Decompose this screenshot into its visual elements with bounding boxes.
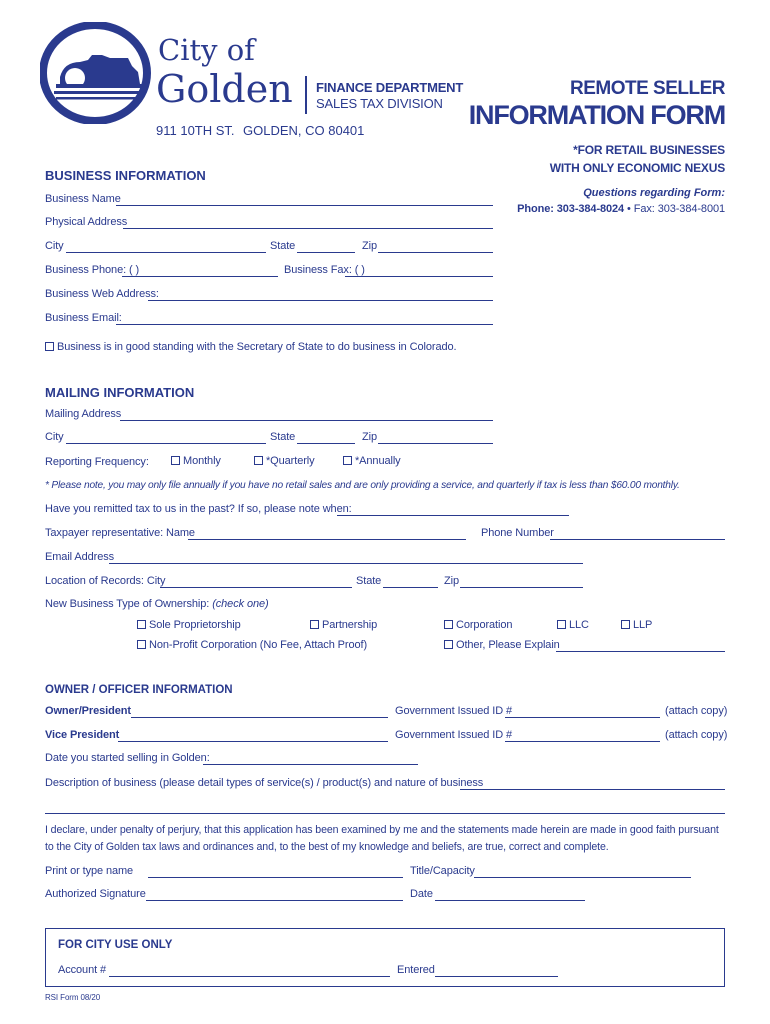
description-label: Description of business (please detail types of service(s) / product(s) and nature of business: [45, 777, 484, 789]
vice-president-label: Vice President: [45, 729, 120, 741]
remitted-label: Have you remitted tax to us in the past? If so, please note when:: [45, 503, 352, 515]
llp-checkbox[interactable]: [621, 620, 630, 629]
mailing-address-label: Mailing Address: [45, 408, 122, 420]
title-capacity-label: Title/Capacity: [410, 865, 475, 877]
good-standing-checkbox-row[interactable]: [45, 341, 456, 353]
city-name-line1: City of: [158, 33, 255, 67]
mailing-state-field[interactable]: [297, 443, 355, 444]
account-label: Account #: [58, 964, 107, 976]
llp-label: LLP: [633, 619, 653, 631]
records-city-field[interactable]: [160, 587, 352, 588]
signature-date-field[interactable]: [435, 900, 585, 901]
business-state-label: State: [270, 240, 296, 252]
business-web-label: Business Web Address:: [45, 288, 159, 300]
president-id-label: Government Issued ID #: [395, 705, 513, 717]
vice-id-label: Government Issued ID #: [395, 729, 513, 741]
department-name: FINANCE DEPARTMENT: [316, 80, 464, 95]
form-title-main: INFORMATION FORM: [468, 100, 725, 130]
description-field[interactable]: [460, 789, 725, 790]
mailing-section-heading: MAILING INFORMATION: [45, 385, 195, 400]
fax-number: • Fax: 303-384-8001: [624, 203, 725, 215]
business-phone-field[interactable]: [122, 276, 278, 277]
corporation-checkbox[interactable]: [444, 620, 453, 629]
sole-label: Sole Proprietorship: [149, 619, 241, 631]
ownership-sole-option[interactable]: [137, 619, 241, 631]
vice-attach-label: (attach copy): [665, 729, 728, 741]
city-street-address: 911 10TH ST.: [156, 123, 235, 138]
ownership-other-option[interactable]: [444, 639, 560, 651]
date-started-field[interactable]: [203, 764, 418, 765]
remitted-field[interactable]: [337, 515, 569, 516]
email-address-label: Email Address: [45, 551, 115, 563]
entered-field[interactable]: [435, 976, 558, 977]
description-field-2[interactable]: [45, 813, 725, 814]
mailing-zip-field[interactable]: [378, 443, 493, 444]
mailing-city-label: City: [45, 431, 64, 443]
business-zip-field[interactable]: [378, 252, 493, 253]
president-label: Owner/President: [45, 705, 131, 717]
frequency-monthly-option[interactable]: [171, 455, 221, 467]
business-fax-label: Business Fax: ( ): [284, 264, 365, 276]
mailing-city-field[interactable]: [66, 443, 266, 444]
form-note-line2: WITH ONLY ECONOMIC NEXUS: [549, 161, 725, 175]
ownership-llc-option[interactable]: [557, 619, 589, 631]
city-use-heading: FOR CITY USE ONLY: [58, 939, 173, 951]
good-standing-label: Business is in good standing with the Secretary of State to do business in Colorado.: [57, 341, 457, 353]
frequency-annually-option[interactable]: [343, 455, 401, 467]
business-city-label: City: [45, 240, 64, 252]
annually-checkbox[interactable]: [343, 456, 352, 465]
partnership-label: Partnership: [322, 619, 378, 631]
business-section-heading: BUSINESS INFORMATION: [45, 168, 206, 183]
entered-label: Entered: [397, 964, 435, 976]
vice-id-field[interactable]: [505, 741, 660, 742]
corporation-label: Corporation: [456, 619, 513, 631]
reporting-frequency-label: Reporting Frequency:: [45, 456, 149, 468]
quarterly-checkbox[interactable]: [254, 456, 263, 465]
business-name-label: Business Name: [45, 193, 121, 205]
vice-president-field[interactable]: [118, 741, 388, 742]
business-email-field[interactable]: [116, 324, 493, 325]
questions-label: Questions regarding Form:: [583, 187, 725, 199]
header-divider: [305, 76, 307, 114]
quarterly-label: *Quarterly: [266, 455, 315, 467]
ownership-hint: (check one): [212, 598, 269, 610]
rep-name-label: Taxpayer representative: Name: [45, 527, 195, 539]
rep-phone-field[interactable]: [550, 539, 725, 540]
ownership-llp-option[interactable]: [621, 619, 652, 631]
president-field[interactable]: [131, 717, 388, 718]
other-checkbox[interactable]: [444, 640, 453, 649]
account-field[interactable]: [109, 976, 390, 977]
business-fax-field[interactable]: [345, 276, 493, 277]
records-city-label: Location of Records: City: [45, 575, 166, 587]
ownership-partnership-option[interactable]: [310, 619, 377, 631]
signature-date-label: Date: [410, 888, 433, 900]
monthly-label: Monthly: [183, 455, 221, 467]
print-name-field[interactable]: [148, 877, 403, 878]
rep-name-field[interactable]: [188, 539, 466, 540]
mailing-address-field[interactable]: [120, 420, 493, 421]
phone-number: Phone: 303-384-8024: [517, 203, 625, 215]
business-email-label: Business Email:: [45, 312, 122, 324]
other-label: Other, Please Explain: [456, 639, 560, 651]
title-capacity-field[interactable]: [474, 877, 691, 878]
ownership-nonprofit-option[interactable]: [137, 639, 367, 651]
nonprofit-checkbox[interactable]: [137, 640, 146, 649]
other-explain-field[interactable]: [556, 651, 725, 652]
business-city-field[interactable]: [66, 252, 266, 253]
physical-address-label: Physical Address: [45, 216, 128, 228]
partnership-checkbox[interactable]: [310, 620, 319, 629]
records-zip-label: Zip: [444, 575, 459, 587]
email-address-field[interactable]: [109, 563, 583, 564]
city-name-line2: Golden: [156, 67, 293, 111]
declaration-line1: I declare, under penalty of perjury, that this application has been examined by me and the statements made herein are made in good faith pursuant: [45, 824, 719, 836]
frequency-quarterly-option[interactable]: [254, 455, 315, 467]
rep-phone-label: Phone Number: [481, 527, 554, 539]
nonprofit-label: Non-Profit Corporation (No Fee, Attach Proof): [149, 639, 368, 651]
business-name-field[interactable]: [116, 205, 493, 206]
contact-line: [517, 203, 725, 215]
llc-label: LLC: [569, 619, 589, 631]
city-zip-address: GOLDEN, CO 80401: [243, 123, 365, 138]
date-started-label: Date you started selling in Golden:: [45, 752, 210, 764]
business-zip-label: Zip: [362, 240, 377, 252]
city-use-box: [45, 928, 725, 987]
signature-field[interactable]: [146, 900, 403, 901]
monthly-checkbox[interactable]: [171, 456, 180, 465]
filing-note: * Please note, you may only file annually if you have no retail sales and are only providing a service, and quarterly if tax is less than $60.00 monthly.: [45, 480, 680, 491]
ownership-label-row: [45, 598, 269, 610]
form-note-line1: *FOR RETAIL BUSINESSES: [573, 143, 725, 157]
city-seal-logo: [40, 22, 158, 124]
ownership-corporation-option[interactable]: [444, 619, 512, 631]
division-name: SALES TAX DIVISION: [316, 96, 443, 111]
mailing-zip-label: Zip: [362, 431, 377, 443]
business-web-field[interactable]: [148, 300, 493, 301]
llc-checkbox[interactable]: [557, 620, 566, 629]
owner-section-heading: OWNER / OFFICER INFORMATION: [45, 684, 233, 696]
mailing-state-label: State: [270, 431, 296, 443]
signature-label: Authorized Signature: [45, 888, 146, 900]
business-state-field[interactable]: [297, 252, 355, 253]
annually-label: *Annually: [355, 455, 401, 467]
president-attach-label: (attach copy): [665, 705, 728, 717]
ownership-label: New Business Type of Ownership:: [45, 598, 210, 610]
physical-address-field[interactable]: [123, 228, 493, 229]
good-standing-checkbox[interactable]: [45, 342, 54, 351]
sole-checkbox[interactable]: [137, 620, 146, 629]
records-state-label: State: [356, 575, 382, 587]
records-zip-field[interactable]: [460, 587, 583, 588]
form-id: RSI Form 08/20: [45, 993, 101, 1002]
president-id-field[interactable]: [505, 717, 660, 718]
declaration-line2: to the City of Golden tax laws and ordinances and, to the best of my knowledge and beliefs, are true, correct and complete.: [45, 841, 609, 853]
print-name-label: Print or type name: [45, 865, 134, 877]
business-phone-label: Business Phone: ( ): [45, 264, 140, 276]
records-state-field[interactable]: [383, 587, 438, 588]
form-title-top: REMOTE SELLER: [569, 78, 725, 99]
